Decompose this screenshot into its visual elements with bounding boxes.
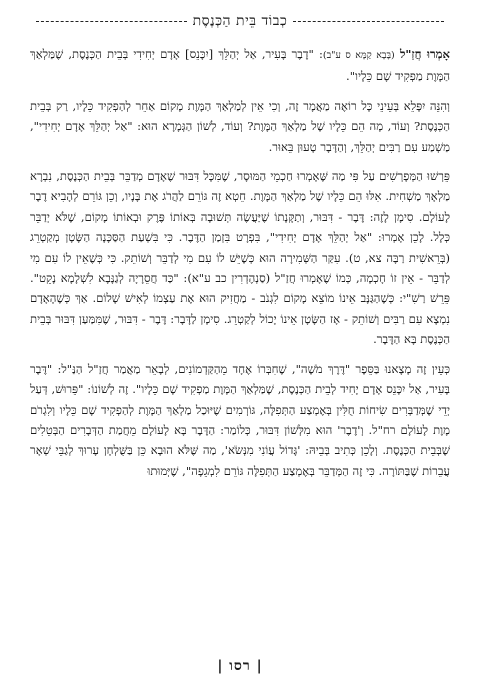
header-title: כְבוֹד בֵּית הַכְּנֶסֶת [192,12,288,29]
paragraph-text: וְהִנֵּה יִפָּלֵא בְּעֵינֵי כָּל רוֹאֶה מַאֲמָר זֶה, וְכִי אֵין לְמַלְאַךְ הַמָּוֶת מָקוֹם אַחֵר לְהַפְקִיד כֵּלָיו, רַק בְּבֵית הַכְּנֶסֶת? וְעוֹד, מָה הֵם כֵּלָיו שֶׁל מַלְאַךְ הַמָּוֶת? וְעוֹד, לְשׁוֹן הַגְּמָרָא הוּא: "אַל יְהַלֵּךְ אָדָם יְחִידִי", מַשְׁמַע עִם רַבִּים יְהַלֵּךְ, וְהַדָּבָר טָעוּן בֵּאוּר. [30,98,450,154]
paragraph-text: : "דֶבֶר בָּעִיר, אַל יְהַלֵּךְ [יִכָּנֵס] אָדָם יְחִידִי בְּבֵית הַכְּנֶסֶת, שֶׁמַּלְאַךְ הַמָּוֶת מַפְקִיד שָׁם כֵּלָיו". [30,47,450,84]
paragraph-2 [30,96,450,157]
text-body [30,44,450,481]
paragraph-3 [30,166,450,350]
running-header [30,10,450,32]
header-rule-right [293,21,444,22]
paragraph-text: כְּעֵין זֶה מָצָאנוּ בַּסֵּפֶר "דֶּרֶךְ מֹשֶׁה", שֶׁחִבְּרוֹ אֶחָד מֵהַקַּדְמוֹנִים, לְבָאֵר מַאֲמַר חֲזַ"ל הַנַּ"ל: "דֶּבֶר בָּעִיר, אַל יִכָּנֵס אָדָם יָחִיד לְבֵית הַכְּנֶסֶת, שֶׁמַּלְאַךְ הַמָּוֶת מַפְקִיד שָׁם כֵּלָיו". זֶה לְשׁוֹנוֹ: "פֵּרוּשׁ, דְּעַל יְדֵי שֶׁמְּדַבְּרִים שִׂיחוֹת חֻלִּין בְּאֶמְצַע הַתְּפִלָּה, גּוֹרְמִים שֶׁיּוּכַל מַלְאַךְ הַמָּוֶת לְהַפְקִיד שָׁם כֵּלָיו וְלִגְרֹם מָוֶת לָעוֹלָם רח"ל. וְ'דֶבֶר' הוּא מִלְּשׁוֹן דִּבּוּר, כְּלוֹמַר: הַדֶּבֶר בָּא לָעוֹלָם מֵחֲמַת הַדְּבָרִים הַבְּטֵלִים שֶׁבְּבֵית הַכְּנֶסֶת. וְלָכֵן כְּתִיב בְּבֵיהּ: 'גָּדוֹל עֲוֹנִי מִנְּשֹׂא', מַה שֶּׁלֹּא הוּבָא כֵּן בַּשֻּׁלְחָן עָרוּךְ לְגַבֵּי שְׁאָר עֲבֵרוֹת שֶׁבַּתּוֹרָה. כִּי זֶה הַמְּדַבֵּר בְּאֶמְצַע הַתְּפִלָּה גּוֹרֵם לִמְגֵפָה", שֶׁיְּמוּתוּ [30,361,450,478]
paragraph-text: פֵּרְשׁוּ הַמְּפָרְשִׁים עַל פִּי מַה שֶּׁאָמְרוּ חַכְמֵי הַמּוּסָר, שֶׁמִּכָּל דִּבּוּר שֶׁאָדָם מְדַבֵּר בְּבֵית הַכְּנֶסֶת, נִבְרָא מַלְאָךְ מַשְׁחִית. אִלּוּ הֵם כֵּלָיו שֶׁל מַלְאַךְ הַמָּוֶת. חֵטְא זֶה גּוֹרֵם לַהֲרֹג אֶת בָּנָיו, וְכֵן גּוֹרֵם לְהָבִיא דֶבֶר לָעוֹלָם. סִימָן לָזֶה: דֶּבֶר - דִּבּוּר, וְתַקָּנָתוֹ שֶׁיַּעֲשֶׂה תְּשׁוּבָה בְּאוֹתוֹ פֶּרֶק וּבְאוֹתוֹ מָקוֹם, שֶׁלֹּא יְדַבֵּר כְּלָל. לָכֵן אָמְרוּ: "אַל יְהַלֵּךְ אָדָם יְחִידִי", בִּפְרָט בִּזְמַן הַדֶּבֶר. כִּי בִּשְׁעַת הַסַּכָּנָה הַשָּׂטָן מְקַטְרֵג (בְּרֵאשִׁית רַבָּה צא, ט). עִקַּר הַשְּׁמִירָה הוּא כְּשֶׁיֵּשׁ לוֹ עִם מִי לְדַבֵּר וְשׁוֹתֵק. כִּי כְּשֶׁאֵין לוֹ עִם מִי לְדַבֵּר - אֵין זוֹ חָכְמָה, כְּמוֹ שֶׁאָמְרוּ חֲזַ"ל (סַנְהֶדְרִין כב ע"א): "כַּד חֲסֵרָיָה לְגַנָּבָא לִשְׁלָמָא נָקֵט". פֵּרֵשׁ רַשִׁ"י: כְּשֶׁהַגַּנָּב אֵינוֹ מוֹצֵא מָקוֹם לִגְנֹב - מַחֲזִיק הוּא אֶת עַצְמוֹ לְאִישׁ שָׁלוֹם. אַךְ כְּשֶׁהָאָדָם נִמְצָא עִם רַבִּים וְשׁוֹתֵק - אָז הַשָּׂטָן אֵינוֹ יָכוֹל לְקַטְרֵג. סִימָן לַדָּבָר: דֶּבֶר - דִּבּוּר, שֶׁמִּמַּעַן דִּבּוּר בְּבֵית הַכְּנֶסֶת בָּא הַדֶּבֶר. [30,169,450,347]
paragraph-1 [30,44,450,87]
source-citation: (בָּבָא קַמָּא ס ע"ב) [322,50,395,61]
page-number: | רסו | [217,658,263,674]
paragraph-4 [30,359,450,481]
header-rule-left [36,21,187,22]
paragraph-lead: אָמְרוּ חֲזַ"ל [399,47,451,61]
